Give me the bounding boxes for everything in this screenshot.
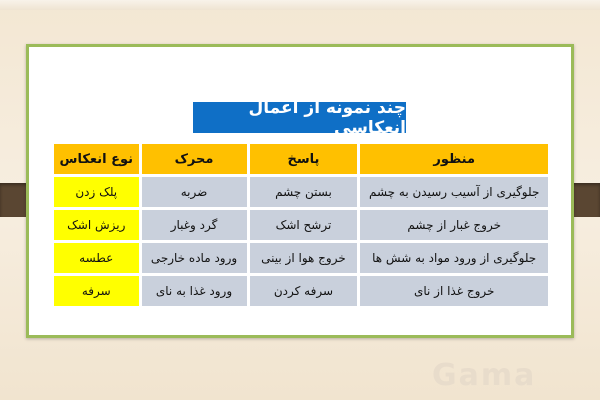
cell-purpose: جلوگیری از ورود مواد به شش ها (360, 243, 548, 273)
table-row (54, 276, 548, 306)
table-row (54, 177, 548, 207)
cell-type: ریزش اشک (54, 210, 139, 240)
reflex-table (51, 141, 551, 309)
cell-purpose: جلوگیری از آسیب رسیدن به چشم (360, 177, 548, 207)
slide-title: چند نمونه از اعمال انعکاسی (193, 102, 406, 133)
cell-response: سرفه کردن (250, 276, 358, 306)
header-purpose: منظور (360, 144, 548, 174)
cell-type: عطسه (54, 243, 139, 273)
cell-stimulus: گرد وغبار (142, 210, 247, 240)
cell-response: خروج هوا از بینی (250, 243, 358, 273)
cell-stimulus: ضربه (142, 177, 247, 207)
watermark-logo: Gama (432, 358, 537, 393)
header-response: پاسخ (250, 144, 358, 174)
cell-purpose: خروج غذا از نای (360, 276, 548, 306)
table-row (54, 243, 548, 273)
cell-purpose: خروج غبار از چشم (360, 210, 548, 240)
cell-stimulus: ورود غذا به نای (142, 276, 247, 306)
header-stimulus: محرک (142, 144, 247, 174)
cell-type: پلک زدن (54, 177, 139, 207)
table-row (54, 210, 548, 240)
cell-response: ترشح اشک (250, 210, 358, 240)
table-header-row (54, 144, 548, 174)
cell-stimulus: ورود ماده خارجی (142, 243, 247, 273)
header-type: نوع انعکاس (54, 144, 139, 174)
cell-response: بستن چشم (250, 177, 358, 207)
top-border (0, 0, 600, 10)
cell-type: سرفه (54, 276, 139, 306)
